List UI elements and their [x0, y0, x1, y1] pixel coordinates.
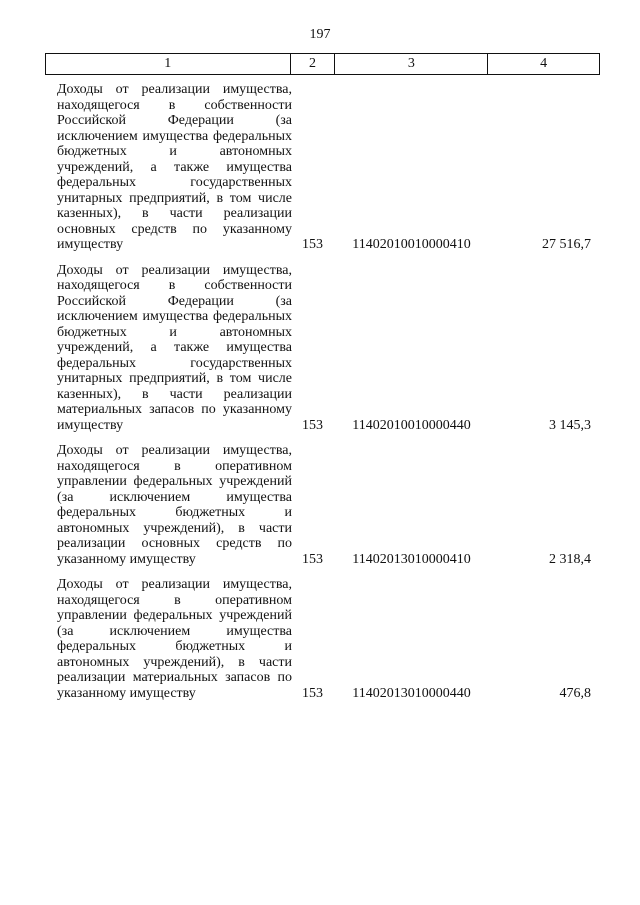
row-kbk: 11402010010000440 — [352, 417, 471, 433]
row-amount: 3 145,3 — [549, 417, 591, 433]
table-row — [45, 82, 600, 253]
row-description: Доходы от реализации имущества, находящегося в оперативном управлении федеральных учреждений (за исключением имущества федеральных бюджетных и автономных учреждений), в части реализации основных средств по указанному имуществу — [57, 443, 292, 567]
row-description: Доходы от реализации имущества, находящегося в собственности Российской Федерации (за исключением имущества федеральных бюджетных и автономных учреждений, а также имущества федеральных государственных унитарных предприятий, в том числе казенных), в части реализации материальных запасов по указанному имуществу — [57, 262, 292, 433]
table-row — [45, 443, 600, 567]
table-body — [45, 82, 600, 711]
table-row — [45, 263, 600, 434]
row-description: Доходы от реализации имущества, находящегося в собственности Российской Федерации (за исключением имущества федеральных бюджетных и автономных учреждений, а также имущества федеральных государственных унитарных предприятий, в том числе казенных), в части реализации основных средств по указанному имуществу — [57, 82, 292, 252]
row-description: Доходы от реализации имущества, находящегося в оперативном управлении федеральных учреждений (за исключением имущества федеральных бюджетных и автономных учреждений), в части реализации материальных запасов по указанному имуществу — [57, 577, 292, 701]
row-code: 153 — [302, 417, 323, 433]
column-header-row — [46, 54, 600, 75]
row-amount: 476,8 — [559, 685, 591, 701]
table-row — [45, 577, 600, 701]
column-header-1: 1 — [46, 54, 291, 75]
page-number: 197 — [309, 27, 331, 42]
row-kbk: 11402010010000410 — [352, 237, 471, 252]
row-amount: 27 516,7 — [542, 237, 591, 252]
column-header-4: 4 — [488, 54, 600, 75]
row-kbk: 11402013010000410 — [352, 551, 471, 567]
column-header-3: 3 — [335, 54, 488, 75]
column-header-2: 2 — [290, 54, 335, 75]
row-code: 153 — [302, 685, 323, 701]
row-code: 153 — [302, 237, 323, 252]
row-code: 153 — [302, 551, 323, 567]
column-header-table — [45, 53, 600, 75]
row-amount: 2 318,4 — [549, 551, 591, 567]
row-kbk: 11402013010000440 — [352, 685, 471, 701]
